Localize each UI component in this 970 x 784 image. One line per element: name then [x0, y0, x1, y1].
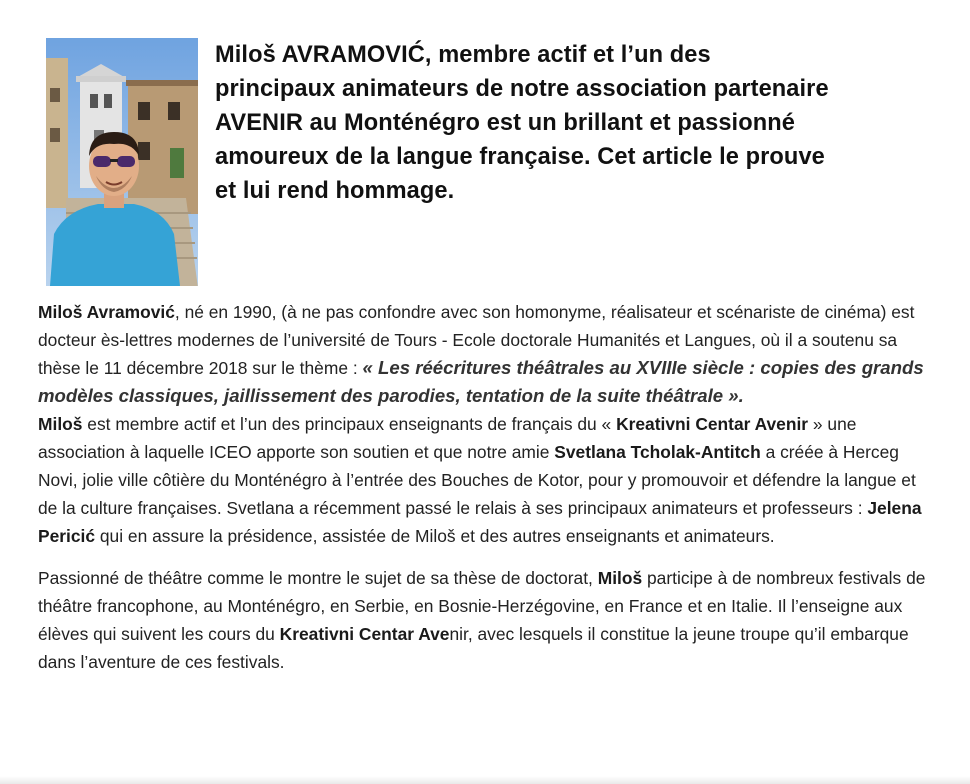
paragraph-text: est membre actif et l’un des principaux enseignants de français du « [82, 414, 617, 434]
portrait-photo [46, 38, 198, 286]
article-body [38, 298, 936, 676]
paragraph-biography [38, 298, 936, 410]
intro-line: principaux animateurs de notre association partenaire [215, 76, 829, 102]
intro-line: amoureux de la langue française. Cet article le prouve [215, 144, 825, 170]
association-name: Kreativni Centar Avenir [616, 414, 809, 434]
intro-heading [215, 38, 950, 208]
paragraph-text: a créée à Herceg Novi, jolie ville côtière du Monténégro à l’entrée des Bouches de Kotor, pour y promouvoir et défendre la langue et de la culture françaises. Svetlana a récemment passé le relais à ses principaux animateurs et professeurs : [38, 442, 916, 518]
intro-line: Miloš AVRAMOVIĆ, membre actif et l’un des [215, 42, 711, 68]
paragraph-association [38, 410, 936, 550]
intro-line: AVENIR au Monténégro est un brillant et passionné [215, 110, 795, 136]
association-name: Kreativni Centar Ave [279, 624, 450, 644]
paragraph-text: qui en assure la présidence, assistée de Miloš et des autres enseignants et animateurs. [95, 526, 775, 546]
person-name: Miloš [597, 568, 643, 588]
intro-line: et lui rend hommage. [215, 178, 455, 204]
person-name: Jelena Pericić [38, 498, 922, 546]
paragraph-text: , né en 1990, (à ne pas confondre avec son homonyme, réalisateur et scénariste de cinéma) est docteur ès-lettres modernes de l’université de Tours - Ecole doctorale Humanités et Langues, où il a soutenu sa thèse le 11 décembre 2018 sur le thème : [38, 302, 915, 378]
paragraph-text: nir, avec lesquels il constitue la jeune troupe qu’il embarque dans l’aventure de ces festivals. [38, 624, 909, 672]
paragraph-text: » une association à laquelle ICEO apporte son soutien et que notre amie [38, 414, 857, 462]
thesis-title: « Les réécritures théâtrales au XVIIIe siècle : copies des grands modèles classiques, jaillissement des parodies, tentation de la suite théâtrale ». [38, 357, 924, 406]
person-name: Miloš Avramović [38, 302, 175, 322]
page-bottom-edge [0, 776, 970, 784]
person-name: Miloš [38, 414, 83, 434]
paragraph-theatre [38, 564, 936, 676]
person-name: Svetlana Tcholak-Antitch [554, 442, 761, 462]
portrait-illustration [46, 38, 198, 286]
paragraph-text: participe à de nombreux festivals de théâtre francophone, au Monténégro, en Serbie, en Bosnie-Herzégovine, en France et en Italie. Il l’enseigne aux élèves qui suivent les cours du [38, 568, 926, 644]
paragraph-text: Passionné de théâtre comme le montre le sujet de sa thèse de doctorat, [38, 568, 598, 588]
